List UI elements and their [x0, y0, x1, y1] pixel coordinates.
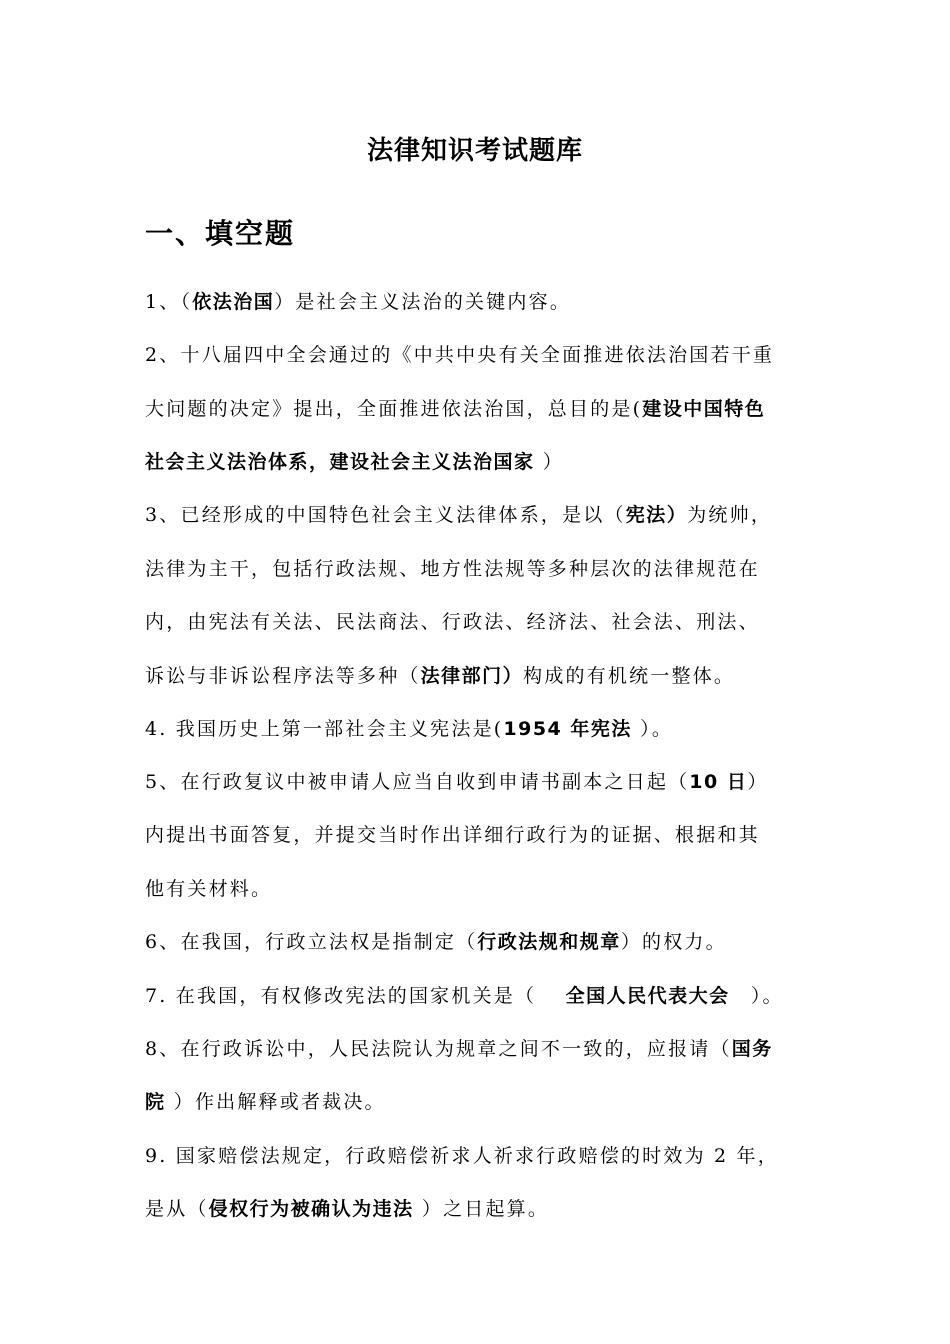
text-line: 内，由宪法有关法、民法商法、行政法、经济法、社会法、刑法、 [145, 611, 760, 633]
text-line: 4. 我国历史上第一部社会主义宪法是(1954 年宪法 ）。 [145, 718, 674, 740]
answer: 依法治国 [192, 291, 275, 313]
text-line: 他有关材料。 [145, 878, 273, 900]
section-heading: 一、填空题 [145, 217, 296, 250]
text-line: 院 ）作出解释或者裁决。 [145, 1091, 386, 1113]
answer: 社会主义法治体系，建设社会主义法治国家 [145, 451, 535, 473]
answer: 法律部门） [420, 665, 524, 687]
text-line: 社会主义法治体系，建设社会主义法治国家 ） [145, 451, 564, 473]
text-line: 2、十八届四中全会通过的《中共中央有关全面推进依法治国若干重 [145, 344, 775, 366]
answer: 侵权行为被确认为违法 [208, 1198, 414, 1220]
text-line: 5、在行政复议中被申请人应当自收到申请书副本之日起（10 日） [145, 771, 769, 793]
text-line: 9. 国家赔偿法规定，行政赔偿祈求人祈求行政赔偿的时效为 2 年， [145, 1145, 779, 1167]
text-line: 6、在我国，行政立法权是指制定（行政法规和规章）的权力。 [145, 931, 727, 953]
answer: 院 [145, 1091, 166, 1113]
text-line: 7. 在我国，有权修改宪法的国家机关是（ 全国人民代表大会 ）。 [145, 985, 784, 1007]
text-line: 内提出书面答复，并提交当时作出详细行政行为的证据、根据和其 [145, 824, 760, 846]
document-title: 法律知识考试题库 [366, 136, 583, 166]
answer: 行政法规和规章 [477, 931, 621, 953]
text-line: 是从（侵权行为被确认为违法 ）之日起算。 [145, 1198, 550, 1220]
text-line: 3、已经形成的中国特色社会主义法律体系，是以（宪法）为统帅， [145, 504, 773, 526]
text-line: 大问题的决定》提出，全面推进依法治国，总目的是(建设中国特色 [145, 398, 766, 420]
answer: 1954 年宪法 [503, 718, 632, 740]
answer: 建设中国特色 [642, 398, 766, 420]
text-line: 1、（依法治国）是社会主义法治的关键内容。 [145, 291, 572, 313]
answer: 10 日 [689, 771, 748, 793]
answer: 国务 [731, 1038, 773, 1060]
text-line: 8、在行政诉讼中，人民法院认为规章之间不一致的，应报请（国务 [145, 1038, 773, 1060]
text-line: 诉讼与非诉讼程序法等多种（法律部门）构成的有机统一整体。 [145, 665, 736, 687]
text-line: 法律为主干，包括行政法规、地方性法规等多种层次的法律规范在 [145, 558, 760, 580]
answer: 全国人民代表大会 [565, 985, 730, 1007]
answer: 宪法） [625, 504, 688, 526]
